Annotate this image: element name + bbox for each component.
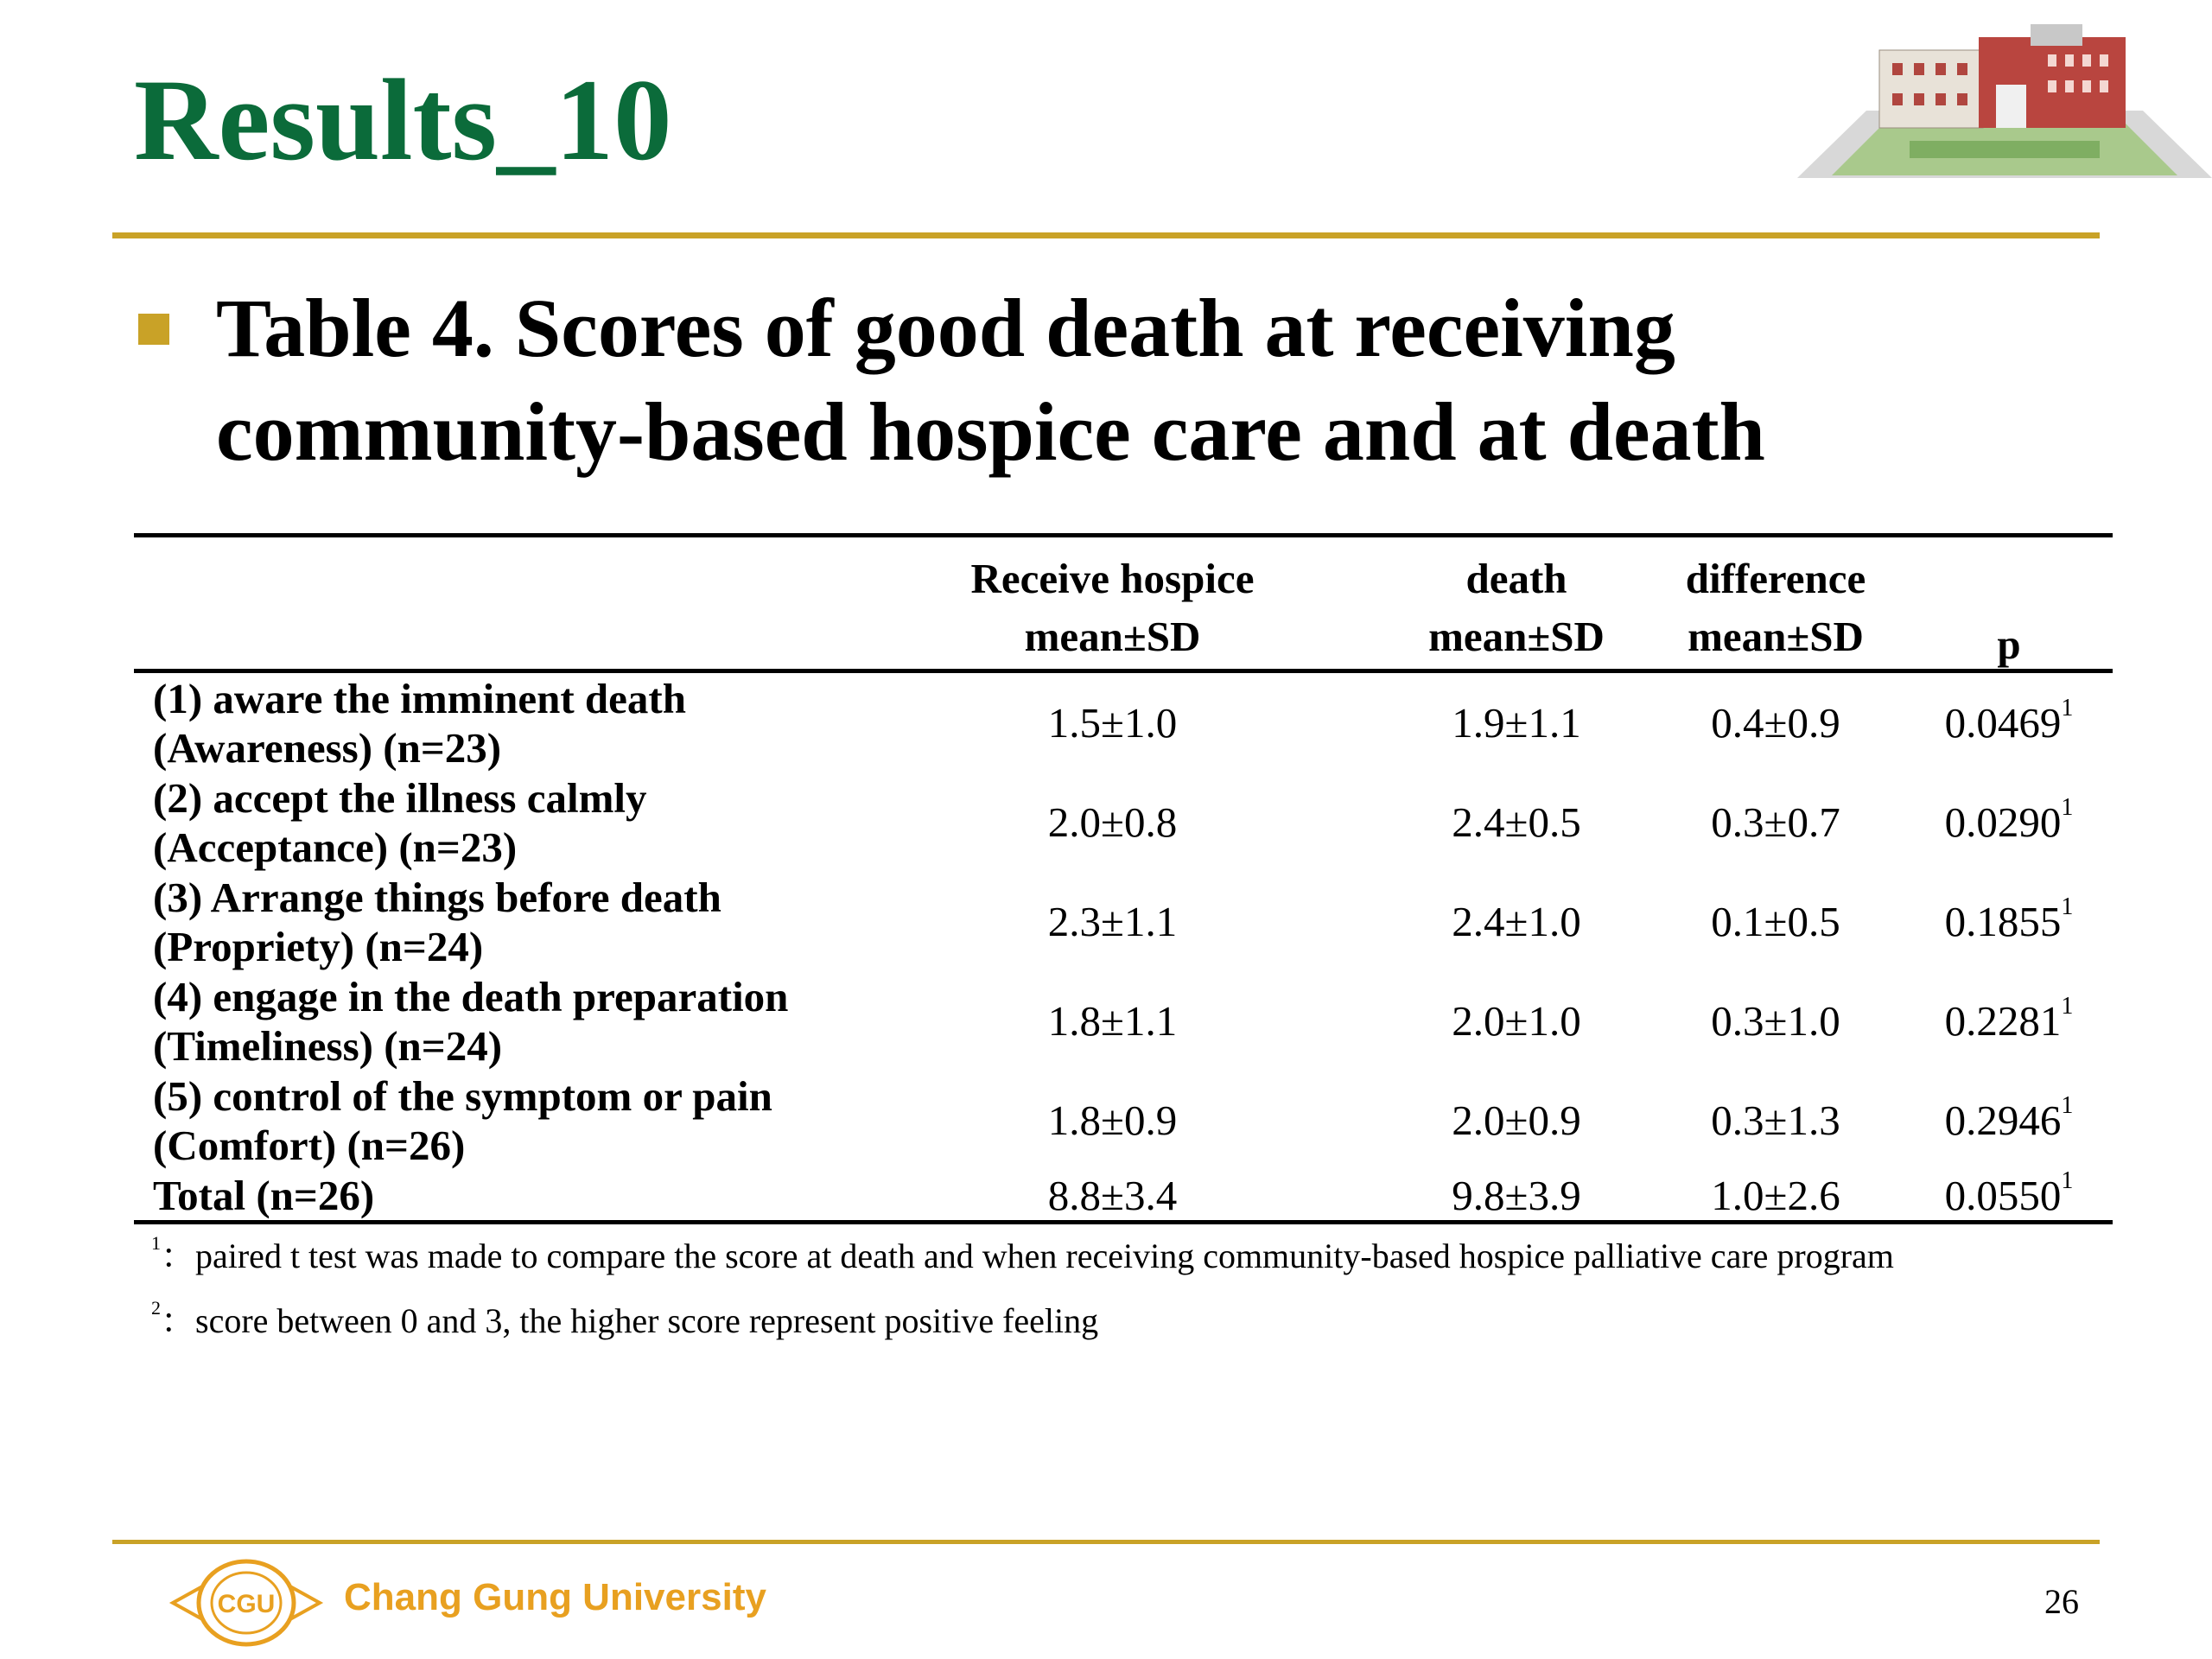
footnote-2: $^2$：score between 0 and 3, the higher score represent positive feeling xyxy=(151,1297,1099,1340)
cell-death: 2.4±1.0 xyxy=(1452,898,1581,945)
cell-difference: 0.4±0.9 xyxy=(1711,699,1840,747)
footer-university-name: Chang Gung University xyxy=(344,1576,766,1618)
cell-p: 0.2281$^1$ xyxy=(1944,993,2074,1045)
cell-receive: 2.0±0.8 xyxy=(1047,798,1178,846)
header-death: death xyxy=(1465,555,1567,602)
cell-difference: 0.1±0.5 xyxy=(1711,898,1840,945)
caption-line-1: Table 4. Scores of good death at receiving xyxy=(216,282,1675,374)
cell-p: 0.0290$^1$ xyxy=(1944,794,2074,846)
cell-receive: 2.3±1.1 xyxy=(1047,898,1178,945)
cell-p: 0.2946$^1$ xyxy=(1944,1092,2074,1144)
cell-death: 2.4±0.5 xyxy=(1452,798,1581,846)
cell-death: 9.8±3.9 xyxy=(1452,1171,1581,1219)
cell-receive: 8.8±3.4 xyxy=(1047,1171,1178,1219)
header-item xyxy=(134,536,838,604)
row-label: (1) aware the imminent death (Awareness) (n=23) xyxy=(153,674,686,772)
page-number: 26 xyxy=(2044,1582,2079,1621)
cell-death: 2.0±0.9 xyxy=(1452,1096,1581,1144)
cell-p: 0.0550$^1$ xyxy=(1944,1166,2074,1219)
cell-difference: 1.0±2.6 xyxy=(1711,1171,1840,1219)
footnote-1: $^1$：paired t test was made to compare the score at death and when receiving community-based hospice palliative care program xyxy=(151,1232,1894,1275)
row-label: (4) engage in the death preparation (Timeliness) (n=24) xyxy=(153,972,789,1070)
table-row xyxy=(134,872,2113,971)
total-row xyxy=(134,1170,2113,1223)
table-caption xyxy=(216,276,2117,484)
table-row xyxy=(134,671,2113,773)
header-rule xyxy=(112,232,2100,238)
cell-difference: 0.3±1.0 xyxy=(1711,997,1840,1045)
caption-line-2: community-based hospice care and at death xyxy=(216,385,1765,478)
header-difference: difference xyxy=(1685,555,1866,602)
cell-difference: 0.3±1.3 xyxy=(1711,1096,1840,1144)
header-receive-unit: mean±SD xyxy=(1024,612,1201,660)
campus-building-image xyxy=(1797,16,2212,188)
cell-receive: 1.8±0.9 xyxy=(1047,1096,1178,1144)
table-row xyxy=(134,1071,2113,1170)
svg-text:CGU: CGU xyxy=(217,1590,276,1618)
row-label: (5) control of the symptom or pain (Comfort) (n=26) xyxy=(153,1071,772,1169)
header-death-unit: mean±SD xyxy=(1428,612,1605,660)
table-row xyxy=(134,971,2113,1071)
row-label: (2) accept the illness calmly (Acceptance) (n=23) xyxy=(153,773,647,871)
total-label: Total (n=26) xyxy=(153,1171,375,1219)
cell-death: 1.9±1.1 xyxy=(1452,699,1581,747)
row-label: (3) Arrange things before death (Propriety) (n=24) xyxy=(153,873,721,970)
header-receive: Receive hospice xyxy=(970,555,1255,602)
cell-difference: 0.3±0.7 xyxy=(1711,798,1840,846)
footer-rule xyxy=(112,1540,2100,1544)
header-difference-unit: mean±SD xyxy=(1688,612,1864,660)
cell-p: 0.1855$^1$ xyxy=(1944,893,2074,945)
cell-receive: 1.5±1.0 xyxy=(1047,699,1178,747)
header-p: p xyxy=(1997,620,2021,668)
square-bullet-icon xyxy=(138,314,169,345)
cell-p: 0.0469$^1$ xyxy=(1944,695,2074,747)
cell-death: 2.0±1.0 xyxy=(1452,997,1581,1045)
cell-receive: 1.8±1.1 xyxy=(1047,997,1178,1045)
university-logo-icon xyxy=(168,1555,324,1650)
table-row xyxy=(134,772,2113,872)
slide-title: Results_10 xyxy=(134,56,672,185)
results-table xyxy=(134,533,2113,1224)
